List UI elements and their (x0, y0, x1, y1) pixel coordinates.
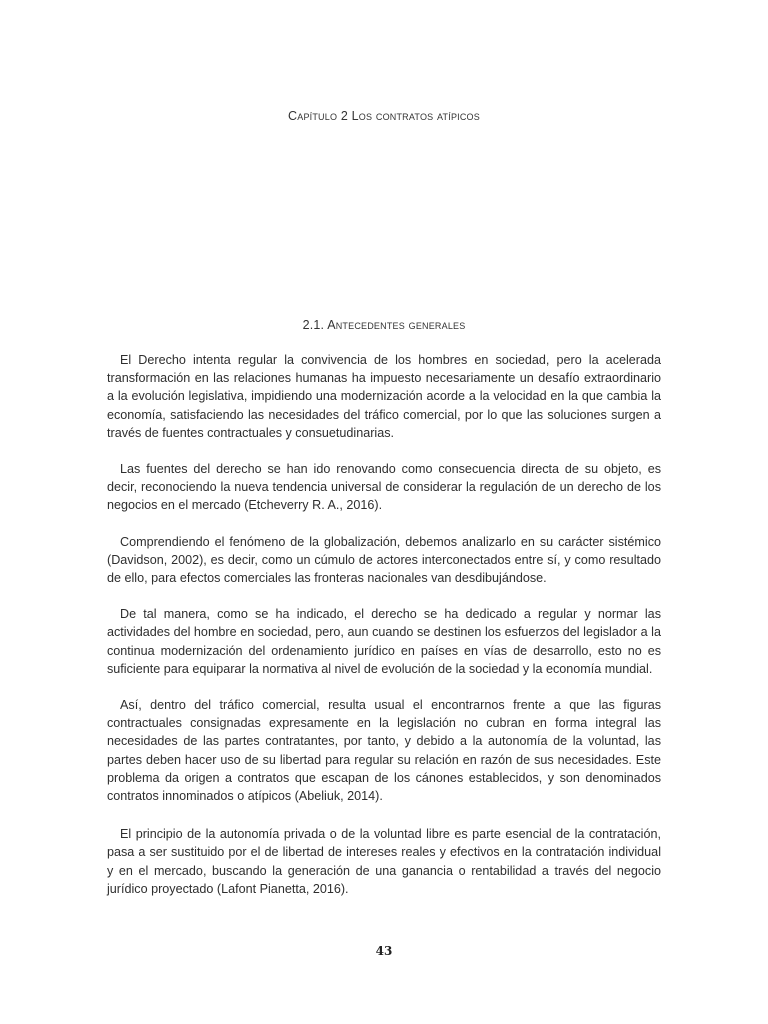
page-number: 43 (375, 944, 393, 958)
paragraph: Comprendiendo el fenómeno de la globalización, debemos analizarlo en su carácter sistémico (Davidson, 2002), es decir, como un cúmulo de actores interconectados entre sí, y como resultado de ello, para efectos comerciales las fronteras nacionales van desdibujándose. (107, 534, 661, 586)
paragraph: Las fuentes del derecho se han ido renovando como consecuencia directa de su objeto, es decir, reconociendo la nueva tendencia universal de considerar la regulación de un derecho de los negocios en el mercado (Etcheverry R. A., 2016). (107, 462, 661, 513)
paragraph: El Derecho intenta regular la convivencia de los hombres en sociedad, pero la acelerada transformación en las relaciones humanas ha impuesto necesariamente un desafío extraordinario a la evolución legislativa, impidiendo una modernización acorde a la velocidad en la que cambia la economía, satisfaciendo las necesidades del tráfico comercial, por lo que las soluciones surgen a través de fuentes contractuales y consuetudinarias. (107, 353, 661, 440)
paragraph: El principio de la autonomía privada o de la voluntad libre es parte esencial de la contratación, pasa a ser sustituido por el de libertad de intereses reales y efectivos en la contratación individual y en el mercado, buscando la generación de una ganancia o rentabilidad a través del negocio jurídico proyectado (Lafont Pianetta, 2016). (107, 827, 661, 896)
paragraph: De tal manera, como se ha indicado, el derecho se ha dedicado a regular y normar las actividades del hombre en sociedad, pero, aun cuando se destinen los esfuerzos del legislador a la continua modernización del ordenamiento jurídico en países en vías de desarrollo, esto no es suficiente para equiparar la normativa al nivel de evolución de la sociedad y la economía mundial. (107, 607, 661, 676)
section-heading: 2.1. Antecedentes generales (302, 318, 466, 332)
paragraph: Así, dentro del tráfico comercial, resulta usual el encontrarnos frente a que las figuras contractuales consignadas expresamente en la legislación no cubran en forma integral las necesidades de las partes contratantes, por tanto, y debido a la autonomía de la voluntad, las partes deben hacer uso de su libertad para regular su relación en razón de sus necesidades. Este problema da origen a contratos que escapan de los cánones establecidos, y son denominados contratos innominados o atípicos (Abeliuk, 2014). (107, 698, 661, 804)
chapter-heading: Capítulo 2 Los contratos atípicos (288, 109, 480, 123)
body-text (107, 351, 661, 916)
